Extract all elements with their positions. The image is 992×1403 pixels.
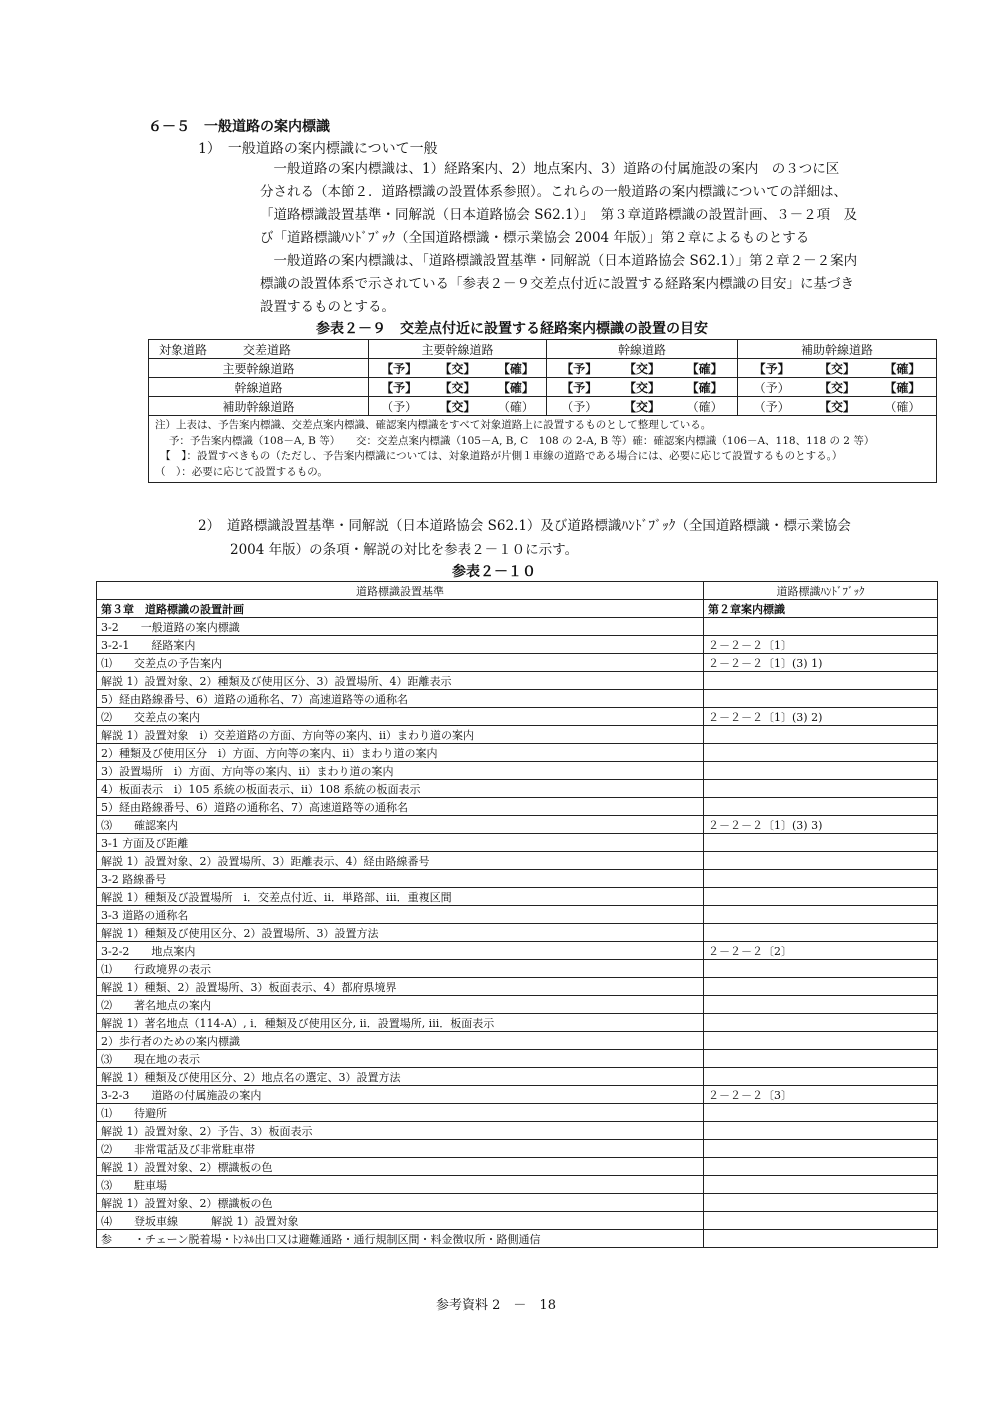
row-label: 主要幹線道路 — [149, 359, 369, 378]
clause-cell: 3-2-2 地点案内 — [97, 942, 704, 960]
handbook-ref-cell — [704, 1176, 938, 1194]
symbol-mark: 【予】 — [561, 361, 598, 376]
clause-cell: 解説 1）種類及び設置場所 i．交差点付近、ii．単路部、iii．重複区間 — [97, 888, 704, 906]
handbook-ref-cell — [704, 996, 938, 1014]
table-row — [97, 618, 938, 636]
clause-cell: ⑵ 交差点の案内 — [97, 708, 704, 726]
header-cell: 対象道路 交差道路 — [149, 340, 369, 359]
clause-cell: 5）経由路線番号、6）道路の通称名、7）高速道路等の通称名 — [97, 690, 704, 708]
handbook-ref-cell — [704, 726, 938, 744]
table-row — [97, 924, 938, 942]
clause-cell: 4）板面表示 i）105 系統の板面表示、ii）108 系統の板面表示 — [97, 780, 704, 798]
clause-cell: 解説 1）設置対象、2）標識板の色 — [97, 1194, 704, 1212]
table-row — [97, 1032, 938, 1050]
header-cell: 道路標識設置基準 — [97, 582, 704, 600]
handbook-ref-cell — [704, 1194, 938, 1212]
table-row — [97, 672, 938, 690]
clause-cell: 3）設置場所 i）方面、方向等の案内、ii）まわり道の案内 — [97, 762, 704, 780]
clause-cell: 解説 1）設置対象 i）交差道路の方面、方向等の案内、ii）まわり道の案内 — [97, 726, 704, 744]
clause-cell: 3-3 道路の通称名 — [97, 906, 704, 924]
clause-cell: ⑶ 現在地の表示 — [97, 1050, 704, 1068]
paragraph-line: 標識の設置体系で示されている「参表２－９交差点付近に設置する経路案内標識の目安」に基づき — [260, 276, 854, 292]
row-label: 補助幹線道路 — [149, 397, 369, 416]
symbol-mark: 【確】 — [686, 361, 723, 376]
symbol-mark: 【予】 — [753, 361, 790, 376]
note-line: 注）上表は、予告案内標識、交差点案内標識、確認案内標識をすべて対象道路上に設置するものとして整理している。 — [155, 419, 712, 431]
symbol-cell — [547, 359, 738, 378]
table-notes-row — [149, 416, 937, 483]
symbol-mark: （予） — [753, 380, 790, 395]
handbook-ref-cell — [704, 888, 938, 906]
handbook-ref-cell — [704, 1122, 938, 1140]
handbook-ref-cell: ２－２－２〔2〕 — [704, 942, 938, 960]
item1-heading: 1） 一般道路の案内標識について一般 — [198, 141, 438, 157]
handbook-ref-cell: ２－２－２〔1〕(3) 3) — [704, 816, 938, 834]
handbook-ref-cell — [704, 1158, 938, 1176]
table-row — [97, 780, 938, 798]
paragraph-2 — [260, 250, 922, 319]
handbook-ref-cell: 第２章案内標識 — [704, 600, 938, 618]
table-row — [97, 636, 938, 654]
page-footer: 参考資料 2 － 18 — [436, 1298, 556, 1313]
note-line: （ ）：必要に応じて設置するもの。 — [155, 465, 328, 478]
paragraph-line: び「道路標識ﾊﾝﾄﾞﾌﾞｯｸ（全国道路標識・標示業協会 2004 年版）」第２章によるものとする — [260, 230, 810, 246]
clause-cell: ⑵ 著名地点の案内 — [97, 996, 704, 1014]
symbol-mark: （確） — [497, 399, 534, 414]
table210-caption: 参表２－１０ — [452, 564, 536, 580]
symbol-mark: 【確】 — [497, 380, 534, 395]
symbol-cell — [547, 397, 738, 416]
symbol-mark: （確） — [884, 399, 921, 414]
clause-cell: 3-2-3 道路の付属施設の案内 — [97, 1086, 704, 1104]
handbook-ref-cell — [704, 690, 938, 708]
clause-cell: 解説 1）種類、2）設置場所、3）板面表示、4）都府県境界 — [97, 978, 704, 996]
handbook-ref-cell — [704, 762, 938, 780]
handbook-ref-cell — [704, 1104, 938, 1122]
table-row — [97, 1158, 938, 1176]
handbook-ref-cell — [704, 672, 938, 690]
header-cell: 道路標識ﾊﾝﾄﾞﾌﾞｯｸ — [704, 582, 938, 600]
clause-cell: 3-2 一般道路の案内標識 — [97, 618, 704, 636]
symbol-mark: 【交】 — [623, 361, 660, 376]
table-row — [97, 762, 938, 780]
note-line: 予：予告案内標識（108－A, B 等） 交：交差点案内標識（105－A, B, C 108 の 2-A, B 等）確：確認案内標識（106－A、118、118 の 2 等） — [155, 434, 875, 447]
clause-cell: 2）種類及び使用区分 i）方面、方向等の案内、ii）まわり道の案内 — [97, 744, 704, 762]
paragraph-line: 分される（本節２．道路標識の設置体系参照）。これらの一般道路の案内標識についての詳細は、 — [260, 184, 847, 200]
clause-cell: 解説 1）設置対象、2）予告、3）板面表示 — [97, 1122, 704, 1140]
handbook-ref-cell — [704, 1050, 938, 1068]
table-row — [97, 726, 938, 744]
paragraph-line: 一般道路の案内標識は、「道路標識設置基準・同解説（日本道路協会 S62.1）」第２章２－２案内 — [260, 253, 858, 269]
paragraph-line: 一般道路の案内標識は、1）経路案内、2）地点案内、3）道路の付属施設の案内 の３つに区 — [260, 161, 840, 177]
table-row — [97, 708, 938, 726]
symbol-mark: 【交】 — [439, 399, 476, 414]
table-notes — [149, 416, 937, 483]
symbol-mark: 【交】 — [818, 399, 855, 414]
table-row — [97, 870, 938, 888]
table-row — [97, 1176, 938, 1194]
item2-line: 2） 道路標識設置基準・同解説（日本道路協会 S62.1）及び道路標識ﾊﾝﾄﾞﾌﾞｯｸ（全国道路標識・標示業協会 — [198, 518, 851, 534]
table-row — [97, 834, 938, 852]
table-row — [97, 690, 938, 708]
symbol-mark: 【交】 — [623, 399, 660, 414]
clause-cell: 解説 1）設置対象、2）設置場所、3）距離表示、4）経由路線番号 — [97, 852, 704, 870]
symbol-mark: （予） — [381, 399, 418, 414]
table-row — [97, 1104, 938, 1122]
symbol-cell — [547, 378, 738, 397]
clause-cell: 5）経由路線番号、6）道路の通称名、7）高速道路等の通称名 — [97, 798, 704, 816]
handbook-ref-cell: ２－２－２〔1〕(3) 2) — [704, 708, 938, 726]
clause-cell: 解説 1）設置対象、2）標識板の色 — [97, 1158, 704, 1176]
table-row — [97, 744, 938, 762]
clause-cell: ⑴ 交差点の予告案内 — [97, 654, 704, 672]
table-row — [97, 888, 938, 906]
table-row — [97, 978, 938, 996]
table-row — [149, 359, 937, 378]
item2-line: 2004 年版）の条項・解説の対比を参表２－１０に示す。 — [230, 542, 579, 558]
handbook-ref-cell — [704, 1212, 938, 1230]
table-row — [97, 942, 938, 960]
table-row — [97, 816, 938, 834]
symbol-mark: 【確】 — [497, 361, 534, 376]
table-row — [97, 1014, 938, 1032]
symbol-mark: （予） — [753, 399, 790, 414]
table-row — [97, 906, 938, 924]
handbook-ref-cell — [704, 924, 938, 942]
table-row — [149, 378, 937, 397]
symbol-mark: （確） — [686, 399, 723, 414]
handbook-ref-cell — [704, 870, 938, 888]
table-row — [97, 1212, 938, 1230]
handbook-ref-cell — [704, 960, 938, 978]
paragraph-1 — [260, 158, 922, 250]
symbol-mark: 【交】 — [439, 361, 476, 376]
clause-cell: ⑴ 行政境界の表示 — [97, 960, 704, 978]
section-title: ６－５ 一般道路の案内標識 — [148, 119, 330, 135]
clause-cell: ⑶ 駐車場 — [97, 1176, 704, 1194]
handbook-ref-cell — [704, 1014, 938, 1032]
symbol-cell — [369, 378, 547, 397]
clause-cell: 解説 1）種類及び使用区分、2）設置場所、3）設置方法 — [97, 924, 704, 942]
clause-cell: ⑴ 待避所 — [97, 1104, 704, 1122]
symbol-mark: 【予】 — [561, 380, 598, 395]
table-row — [97, 1068, 938, 1086]
handbook-ref-cell: ２－２－２〔1〕 — [704, 636, 938, 654]
handbook-ref-cell — [704, 780, 938, 798]
header-cell: 主要幹線道路 — [369, 340, 547, 359]
header-cell: 補助幹線道路 — [738, 340, 937, 359]
handbook-ref-cell — [704, 1230, 938, 1248]
symbol-mark: 【予】 — [381, 380, 418, 395]
clause-cell: 3-1 方面及び距離 — [97, 834, 704, 852]
table-row — [97, 852, 938, 870]
symbol-mark: 【確】 — [884, 361, 921, 376]
clause-cell: ⑶ 確認案内 — [97, 816, 704, 834]
symbol-cell — [369, 359, 547, 378]
header-cell: 幹線道路 — [547, 340, 738, 359]
clause-cell: 3-2-1 経路案内 — [97, 636, 704, 654]
table-row — [97, 1194, 938, 1212]
handbook-ref-cell — [704, 834, 938, 852]
guideline-table — [148, 339, 937, 483]
symbol-mark: （予） — [561, 399, 598, 414]
table-row — [149, 397, 937, 416]
handbook-ref-cell — [704, 798, 938, 816]
clause-cell: 3-2 路線番号 — [97, 870, 704, 888]
table-row — [97, 996, 938, 1014]
clause-cell: 解説 1）設置対象、2）種類及び使用区分、3）設置場所、4）距離表示 — [97, 672, 704, 690]
table-row — [97, 960, 938, 978]
symbol-cell — [738, 378, 937, 397]
table-row — [97, 1140, 938, 1158]
table-header-row — [97, 582, 938, 600]
clause-cell: ⑵ 非常電話及び非常駐車帯 — [97, 1140, 704, 1158]
handbook-ref-cell — [704, 1068, 938, 1086]
handbook-ref-cell — [704, 618, 938, 636]
table29-caption: 参表２－９ 交差点付近に設置する経路案内標識の設置の目安 — [316, 321, 708, 337]
table-row — [97, 654, 938, 672]
symbol-cell — [738, 359, 937, 378]
symbol-cell — [369, 397, 547, 416]
table-row — [97, 1230, 938, 1248]
table-header-row — [149, 340, 937, 359]
clause-cell: 解説 1）著名地点（114-A）, i．種類及び使用区分, ii．設置場所, iii．板面表示 — [97, 1014, 704, 1032]
symbol-mark: 【交】 — [818, 380, 855, 395]
clause-cell: 参 ・チェーン脱着場・ﾄﾝﾈﾙ出口又は避難通路・通行規制区間・料金徴収所・路側通信 — [97, 1230, 704, 1248]
handbook-ref-cell — [704, 852, 938, 870]
paragraph-line: 設置するものとする。 — [260, 299, 395, 315]
table-row — [97, 1086, 938, 1104]
symbol-mark: 【予】 — [381, 361, 418, 376]
handbook-ref-cell: ２－２－２〔1〕(3) 1) — [704, 654, 938, 672]
clause-cell: 2）歩行者のための案内標識 — [97, 1032, 704, 1050]
clause-cell: 第３章 道路標識の設置計画 — [97, 600, 704, 618]
row-label: 幹線道路 — [149, 378, 369, 397]
handbook-ref-cell — [704, 978, 938, 996]
comparison-table — [96, 581, 938, 1248]
symbol-cell — [738, 397, 937, 416]
table-row — [97, 600, 938, 618]
paragraph-line: 「道路標識設置基準・同解説（日本道路協会 S62.1）」 第３章道路標識の設置計画、３－２項 及 — [260, 207, 858, 223]
symbol-mark: 【確】 — [884, 380, 921, 395]
symbol-mark: 【確】 — [686, 380, 723, 395]
table-row — [97, 1122, 938, 1140]
handbook-ref-cell — [704, 1140, 938, 1158]
handbook-ref-cell — [704, 906, 938, 924]
handbook-ref-cell — [704, 744, 938, 762]
table-row — [97, 1050, 938, 1068]
clause-cell: 解説 1）種類及び使用区分、2）地点名の選定、3）設置方法 — [97, 1068, 704, 1086]
table-row — [97, 798, 938, 816]
clause-cell: ⑷ 登坂車線 解説 1）設置対象 — [97, 1212, 704, 1230]
handbook-ref-cell: ２－２－２〔3〕 — [704, 1086, 938, 1104]
note-line: 【 】：設置すべきもの（ただし、予告案内標識については、対象道路が片側１車線の道路である場合には、必要に応じて設置するものとする。） — [155, 450, 843, 462]
handbook-ref-cell — [704, 1032, 938, 1050]
symbol-mark: 【交】 — [818, 361, 855, 376]
symbol-mark: 【交】 — [439, 380, 476, 395]
symbol-mark: 【交】 — [623, 380, 660, 395]
